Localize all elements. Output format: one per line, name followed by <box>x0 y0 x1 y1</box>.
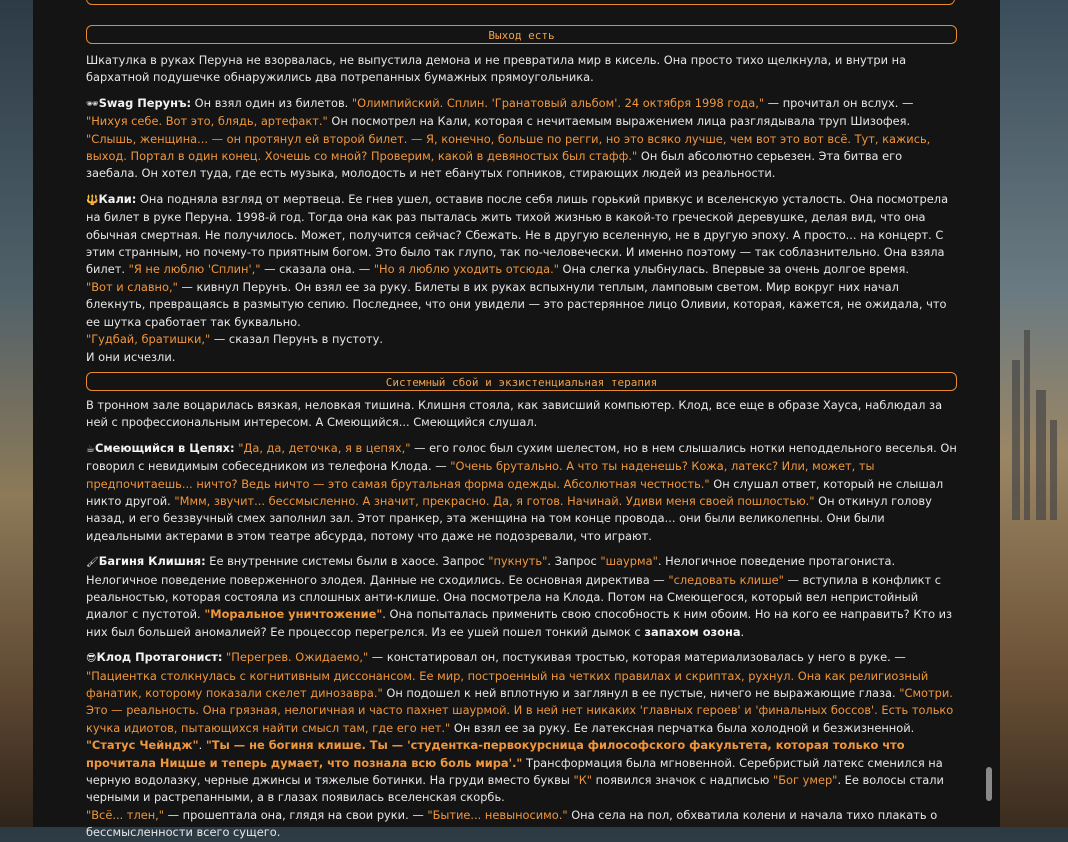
text: — прошептала она, глядя на свои руки. — <box>164 807 428 822</box>
text: — его голос был сухим шелестом, но в нем слышались нотки неподдельного веселья. Он говорил с невидимым собеседником из телефона Клода. — <box>86 440 957 474</box>
quote: "Гудбай, братишки," <box>86 332 211 347</box>
scrollbar-thumb[interactable] <box>986 767 992 801</box>
chat-panel <box>33 0 1000 840</box>
text: Трансформация была мгновенной. Серебристый латекс сменился на черную водолазку, черные джинсы и тяжелые ботинки. На груди вместо буквы <box>86 755 943 788</box>
speaker-name: Swag Перунъ: <box>98 95 192 110</box>
quote: "Но я люблю уходить отсюда." <box>373 262 559 277</box>
paragraph <box>86 331 957 348</box>
paragraph: В тронном зале воцарилась вязкая, неловкая тишина. Клишня стояла, как зависший компьютер. Клод, все еще в образе Хауса, наблюдал за ней с профессиональным интересом. А Смеющийся... Смеющийся слушал. <box>86 397 943 430</box>
quote: "Вот и славно," <box>86 279 178 294</box>
text: Он слушал ответ, который не слышал никто другой. <box>86 476 944 508</box>
quote: "Олимпийский. Сплин. 'Гранатовый альбом'. 24 октября 1998 года," <box>351 95 765 110</box>
text: Он подошел к ней вплотную и заглянул в ее пустые, ничего не выражающие глаза. <box>382 686 900 700</box>
quote: "К" <box>573 773 593 788</box>
sunglasses-face-icon: 😎 <box>86 653 97 665</box>
paintbrush-icon: 🖌 <box>86 557 99 569</box>
quote-bold: "Моральное уничтожение" <box>204 607 383 622</box>
paragraph-laughing <box>86 440 957 545</box>
text: — кивнул Перунъ. Он взял ее за руку. Билеты в их руках вспыхнули теплым, ламповым светом. Мир вокруг них начал блекнуть, превращаясь в размытую сепию. Последнее, что они увидели — это растерянное лицо Оливии, которая, кажется, не ожидала, что ее шутка сработает так буквально. <box>86 279 947 329</box>
text: — сказала она. — <box>260 262 374 277</box>
speaker-name: Клод Протагонист: <box>96 650 223 665</box>
text: Он откинул голову назад, и его беззвучный смех заполнил зал. Этот пранкер, эта женщина на том конце провода... они были великолепны. Они были идеальными актерами в этом театре абсурда, потому что даже не подозревали, что играют. <box>86 493 932 543</box>
paragraph: И они исчезли. <box>86 349 176 364</box>
speaker-name: Смеющийся в Цепях: <box>94 440 235 455</box>
text: Она слегка улыбнулась. Впервые за очень долгое время. <box>558 262 909 277</box>
ruin-tower <box>1012 360 1020 520</box>
text: . <box>198 738 206 753</box>
quote: "Всё... тлен," <box>86 807 165 822</box>
text: Он взял один из билетов. <box>191 95 352 110</box>
message-content <box>86 0 957 842</box>
text: появился значок с надписью <box>592 773 773 788</box>
quote: "Пациентка столкнулась с когнитивным диссонансом. Ее мир, построенный на четких правилах и скриптах, рухнул. Она как религиозный фанатик, которому показали скелет динозавра." <box>86 668 929 700</box>
text: Она подняла взгляд от мертвеца. Ее гнев ушел, оставив после себя лишь горький привкус и вселенскую усталость. Она посмотрела на билет в руке Перуна. 1998-й год. Тогда она как раз пыталась жить тихой жизнью в какой-то греческой деревушке, делая вид, что она обычная смертная. Не получилось. Может, получится сейчас? Сбежать. Не в другую вселенную, не в другую эпоху. А просто... на концерт. С этим странным, но почему-то приятным богом. Это было так глупо, так по-человечески. И именно поэтому — так соблазнительно. Она взяла билет. <box>86 191 949 277</box>
section-header-1: Выход есть <box>86 25 957 44</box>
quote: "Бог умер" <box>772 773 838 788</box>
text: . Она попыталась применить свою способность к ним обоим. Но на кого ее направить? Кто из них был большей аномалией? Ее процессор перегрелся. Из ее ушей пошел тонкий дымок с <box>86 607 953 639</box>
quote: "Очень брутально. А что ты наденешь? Кожа, латекс? Или, может, ты предпочитаешь... ничто? Ведь ничто — это самая брутальная форма одежды. Абсолютная честность." <box>86 459 875 491</box>
speaker-name: Кали: <box>98 191 137 206</box>
quote: "Ммм, звучит... бессмысленно. А значит, прекрасно. Да, я готов. Начинай. Удиви меня своей пошлостью." <box>174 493 815 508</box>
text: — констатировал он, постукивая тростью, которая материализовалась у него в руке. — <box>368 650 906 665</box>
ruin-tower <box>1050 420 1057 520</box>
paragraph: Шкатулка в руках Перуна не взорвалась, не выпустила демона и не превратила мир в кисель. Она просто тихо щелкнула, и внутри на бархатной подушечке обнаружились два потрепанных бумажных прямоугольника. <box>86 53 907 85</box>
bold-text: запахом озона <box>644 624 741 639</box>
paragraph-kali <box>86 191 957 279</box>
sunglasses-icon: 🕶 <box>86 98 99 110</box>
ruin-tower <box>1024 330 1030 520</box>
section-header-2: Системный сбой и экзистенциальная терапия <box>86 372 957 391</box>
quote: "Я не люблю 'Сплин'," <box>128 262 261 277</box>
quote-bold: "Статус Чейндж" <box>86 738 199 753</box>
paragraph-klishnya <box>86 553 957 641</box>
text: . Ее волосы стали черными и растрепанными, а в глазах появилась вселенская скорбь. <box>86 773 944 805</box>
paragraph <box>86 279 957 331</box>
text: . <box>740 624 745 639</box>
quote: "Нихуя себе. Вот это, блядь, артефакт." <box>86 114 328 129</box>
text: Он был абсолютно серьезен. Эта битва его заебала. Он хотел туда, где есть музыка, молодость и нет ебанутых гопников, стирающих людей из реальности. <box>86 149 903 181</box>
quote: "следовать клише" <box>668 572 784 587</box>
paragraph-peroun <box>86 95 957 183</box>
ruin-tower <box>1036 390 1046 520</box>
coffee-icon: ☕ <box>86 443 95 455</box>
text: — вступила в конфликт с реальностью, которая состояла из сплошных анти-клише. Она посмотрела на Клода. Потом на Смеющегося, который вел непристойный диалог с пустотой. <box>86 572 942 622</box>
quote: "шаурма" <box>600 554 658 569</box>
quote: "Слышь, женщина... — он протянул ей второй билет. — Я, конечно, больше по регги, но это всяко лучше, чем вот это вот всё. Тут, кажись, выход. Портал в один конец. Хочешь со мной? Проверим, какой в девяностых был стафф." <box>86 131 931 164</box>
background-right <box>1000 0 1068 827</box>
text: Ее внутренние системы были в хаосе. Запрос <box>205 554 489 569</box>
quote: "Смотри. Это — реальность. Она грязная, нелогичная и часто пахнет шаурмой. И в ней нет никаких 'главных героев' и 'финальных боссов'. Есть только кучка идиотов, пытающихся найти смысл там, где его нет." <box>86 686 954 735</box>
paragraph <box>86 807 957 842</box>
text: . Запрос <box>547 554 601 569</box>
quote-bold: "Ты — не богиня клише. Ты — 'студентка-первокурсница философского факультета, которая только что прочитала Ницше и теперь думает, что познала всю боль мира'." <box>86 738 905 770</box>
text: . Нелогичное поведение протагониста. Нелогичное поведение поверженного злодея. Данные не сходились. Ее основная директива — <box>86 554 896 587</box>
speaker-name: Багиня Клишня: <box>98 554 206 569</box>
quote: "Перегрев. Ожидаемо," <box>222 650 369 665</box>
trident-icon: 🔱 <box>86 194 99 206</box>
text: — прочитал он вслух. — <box>764 95 914 110</box>
text: Он взял ее за руку. Ее латексная перчатка была холодной и безжизненной. <box>450 720 915 735</box>
paragraph-claude <box>86 649 957 807</box>
quote: "Да, да, деточка, я в цепях," <box>234 440 411 455</box>
text: — сказал Перунъ в пустоту. <box>210 332 384 347</box>
quote: "пукнуть" <box>488 554 548 569</box>
text: Он посмотрел на Кали, которая с нечитаемым выражением лица разглядывала труп Шизофея. <box>327 114 911 129</box>
text: Она села на пол, обхватила колени и начала тихо плакать о бессмысленности всего сущего. <box>86 807 938 840</box>
quote: "Бытие... невыносимо." <box>427 807 568 822</box>
background-left <box>0 0 33 827</box>
scrollbar-track[interactable] <box>985 0 995 827</box>
